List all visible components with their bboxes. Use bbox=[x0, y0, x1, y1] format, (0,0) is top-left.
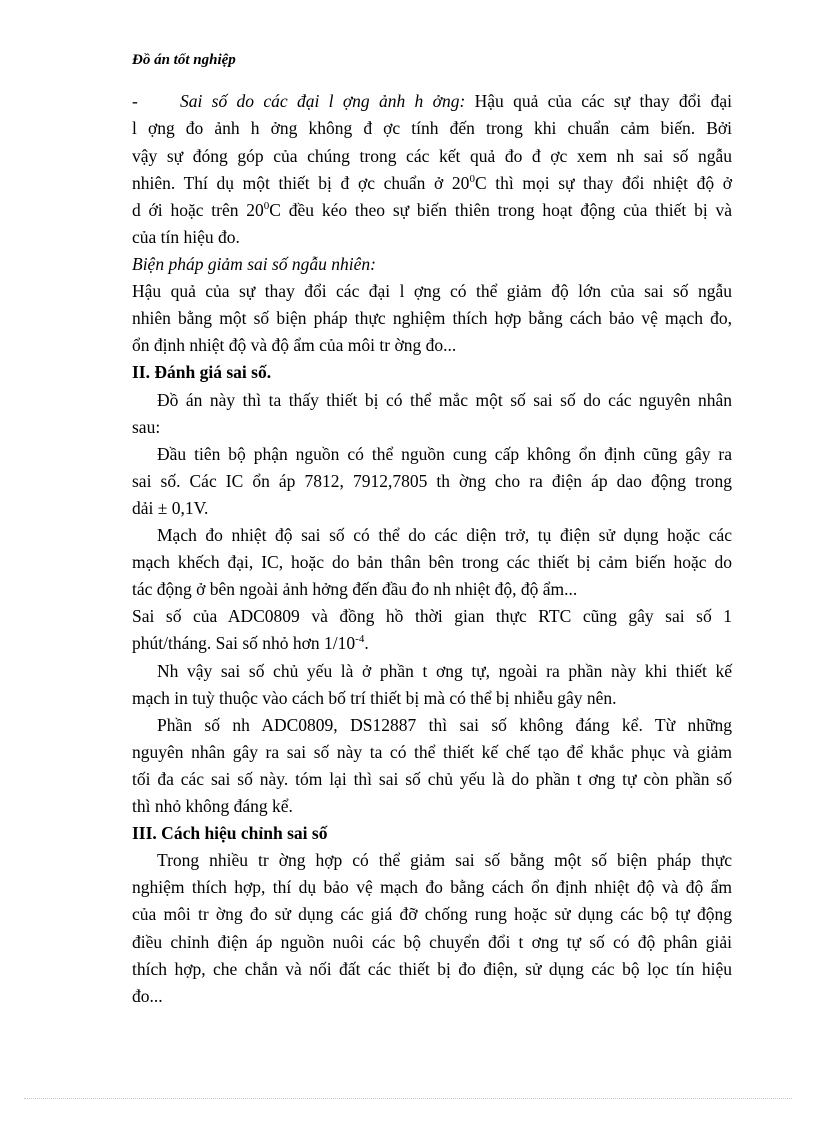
para1-line6: của tín hiệu đo. bbox=[132, 227, 240, 247]
para2-line2: nhiên bằng một số biện pháp thực nghiệm thích hợp bằng cách bảo vệ mạch đo, bbox=[132, 308, 732, 328]
page-header: Đồ án tốt nghiệp bbox=[132, 52, 236, 68]
para4-line2: sai số. Các IC ổn áp 7812, 7912,7805 th ờng cho ra điện áp dao động trong bbox=[132, 471, 732, 491]
para4-line3: dải ± 0,1V. bbox=[132, 498, 209, 518]
degree-sup: 0 bbox=[469, 173, 475, 186]
para9-line2: nghiệm thích hợp, thí dụ bảo vệ mạch đo bằng cách ổn định nhiệt độ và độ ẩm bbox=[132, 877, 732, 897]
para5-line2: mạch khếch đại, IC, hoặc do bản thân bên trong các thiết bị cảm biến hoặc do bbox=[132, 552, 732, 572]
para7-line2: mạch in tuỳ thuộc vào cách bố trí thiết bị mà có thể bị nhiễu gây nên. bbox=[132, 688, 617, 708]
para3-line1: Đồ án này thì ta thấy thiết bị có thể mắc một số sai số do các nguyên nhân bbox=[157, 390, 732, 410]
para9-line5: thích hợp, che chắn và nối đất các thiết bị đo điện, sử dụng các bộ lọc tín hiệu bbox=[132, 959, 732, 979]
para1-line5-a: d ới hoặc trên 20 bbox=[132, 200, 264, 220]
para1-line5 bbox=[132, 198, 732, 222]
para6-line2-b: . bbox=[364, 633, 369, 653]
para1-lead: Sai số do các đại l ợng ảnh h ởng: bbox=[180, 91, 466, 111]
bullet-dash: - bbox=[132, 91, 138, 111]
para8-line3: tối đa các sai số này. tóm lại thì sai số chủ yếu là do phần t ơng tự còn phần số bbox=[132, 769, 732, 789]
para1-line1 bbox=[132, 89, 732, 113]
para5-line1: Mạch đo nhiệt độ sai số có thể do các diện trở, tụ điện sử dụng hoặc các bbox=[157, 525, 732, 545]
para4-line1: Đầu tiên bộ phận nguồn có thể nguồn cung cấp không ổn định cũng gây ra bbox=[157, 444, 732, 464]
para8-line2: nguyên nhân gây ra sai số này ta có thể thiết kế chế tạo để khắc phục và giảm bbox=[132, 742, 732, 762]
footer-divider bbox=[24, 1098, 792, 1099]
para9-line1: Trong nhiều tr ờng hợp có thể giảm sai số bằng một số biện pháp thực bbox=[157, 850, 732, 870]
para3-line2: sau: bbox=[132, 417, 161, 437]
para1-line2: l ợng đo ảnh h ởng không đ ợc tính đến trong khi chuẩn cảm biến. Bởi bbox=[132, 118, 732, 138]
para8-line4: thì nhỏ không đáng kể. bbox=[132, 796, 293, 816]
para1-line4-b: C thì mọi sự thay đổi nhiệt độ ở bbox=[474, 173, 732, 193]
para5-line3: tác động ở bên ngoài ảnh hởng đến đầu đo nh nhiệt độ, độ ẩm... bbox=[132, 579, 578, 599]
para1-line4-a: nhiên. Thí dụ một thiết bị đ ợc chuẩn ở 20 bbox=[132, 173, 470, 193]
para8-line1: Phần số nh ADC0809, DS12887 thì sai số không đáng kể. Từ những bbox=[157, 715, 732, 735]
para2-line1: Hậu quả của sự thay đổi các đại l ợng có thể giảm độ lớn của sai số ngẫu bbox=[132, 281, 732, 301]
exponent-sup: -4 bbox=[355, 633, 365, 646]
section3-title: III. Cách hiệu chỉnh sai số bbox=[132, 823, 328, 843]
para9-line3: của môi tr ờng đo sử dụng các giá đỡ chống rung hoặc sử dụng các bộ tự động bbox=[132, 904, 732, 924]
para7-line1: Nh vậy sai số chủ yếu là ở phần t ơng tự, ngoài ra phần này khi thiết kế bbox=[157, 661, 732, 681]
degree-sup: 0 bbox=[263, 200, 270, 213]
para1-line1-rest: Hậu quả của các sự thay đổi đại bbox=[465, 91, 732, 111]
para1-line4 bbox=[132, 171, 732, 195]
para9-line4: điều chỉnh điện áp nguồn nuôi các bộ chuyển đổi t ơng tự số có độ phân giải bbox=[132, 932, 732, 952]
para6-line2-a: phút/tháng. Sai số nhỏ hơn 1/10 bbox=[132, 633, 356, 653]
para1-line3: vậy sự đóng góp của chúng trong các kết quả đo đ ợc xem nh sai số ngẫu bbox=[132, 146, 732, 166]
subheading: Biện pháp giảm sai số ngẫu nhiên: bbox=[132, 254, 377, 274]
para2-line3: ổn định nhiệt độ và độ ẩm của môi tr ờng đo... bbox=[132, 335, 457, 355]
para6-line2 bbox=[132, 631, 732, 655]
para9-line6: đo... bbox=[132, 986, 163, 1006]
para1-line5-b: C đều kéo theo sự biến thiên trong hoạt động của thiết bị và bbox=[269, 200, 732, 220]
section2-title: II. Đánh giá sai số. bbox=[132, 362, 272, 382]
para6-line1: Sai số của ADC0809 và đồng hồ thời gian thực RTC cũng gây sai số 1 bbox=[132, 606, 732, 626]
